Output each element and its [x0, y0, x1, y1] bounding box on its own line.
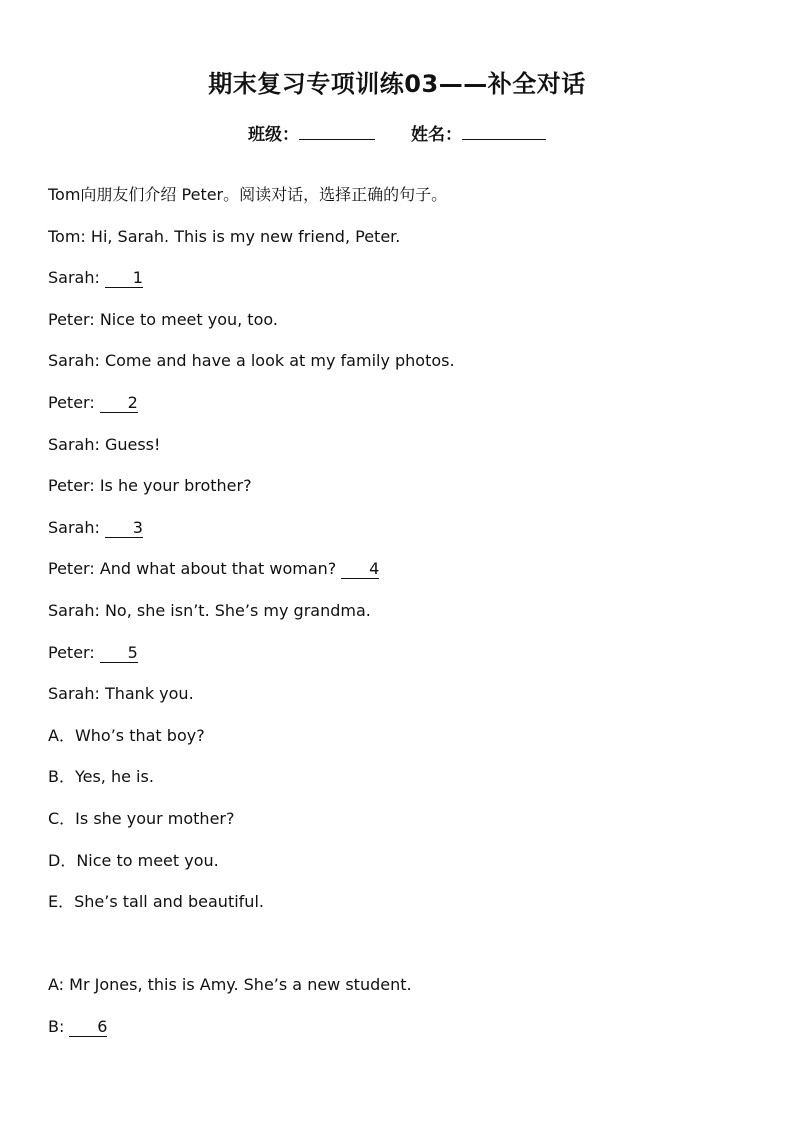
answer-blank-2[interactable]: 2 — [100, 394, 138, 413]
dialogue-line: Peter: Nice to meet you, too. — [48, 309, 278, 329]
name-blank[interactable] — [462, 125, 546, 140]
class-label: 班级： — [248, 125, 299, 145]
section-spacer — [48, 932, 748, 974]
answer-blank-3[interactable]: 3 — [105, 519, 143, 538]
answer-blank-5[interactable]: 5 — [100, 644, 138, 663]
passage1-intro: Tom向朋友们介绍 Peter。阅读对话，选择正确的句子。 — [48, 185, 448, 204]
student-info — [0, 120, 794, 145]
dialogue-line: A: Mr Jones, this is Amy. She’s a new student. — [48, 975, 412, 995]
answer-blank-1[interactable]: 1 — [105, 269, 143, 288]
dialogue-line: Peter: Is he your brother? — [48, 476, 252, 496]
option-item: A．Who’s that boy? — [48, 725, 205, 745]
dialogue-line: B: 6 — [48, 1016, 108, 1036]
dialogue-line: Tom: Hi, Sarah. This is my new friend, Peter. — [48, 226, 401, 246]
dialogue-line: Peter: 2 — [48, 392, 138, 412]
dialogue-line: Sarah: 1 — [48, 268, 143, 288]
option-item: C．Is she your mother? — [48, 808, 235, 828]
dialogue-line: Sarah: Guess! — [48, 434, 161, 454]
worksheet-content — [48, 183, 748, 1056]
page-title: 期末复习专项训练03——补全对话 — [208, 70, 586, 98]
passage2-dialogue — [48, 973, 748, 1056]
answer-blank-4[interactable]: 4 — [341, 560, 379, 579]
dialogue-line: Peter: 5 — [48, 642, 138, 662]
dialogue-line: Sarah: No, she isn’t. She’s my grandma. — [48, 600, 371, 620]
dialogue-line: Sarah: 3 — [48, 517, 143, 537]
passage1-options — [48, 724, 748, 932]
dialogue-line: Peter: And what about that woman? 4 — [48, 559, 380, 579]
option-item: D．Nice to meet you. — [48, 850, 219, 870]
dialogue-line: Sarah: Come and have a look at my family photos. — [48, 351, 455, 371]
dialogue-line: Sarah: Thank you. — [48, 684, 194, 704]
passage1-dialogue — [48, 225, 748, 724]
name-label: 姓名： — [411, 125, 462, 145]
answer-blank-6[interactable]: 6 — [69, 1018, 107, 1037]
option-item: B．Yes, he is. — [48, 767, 154, 787]
class-blank[interactable] — [299, 125, 375, 140]
option-item: E．She’s tall and beautiful. — [48, 892, 264, 912]
